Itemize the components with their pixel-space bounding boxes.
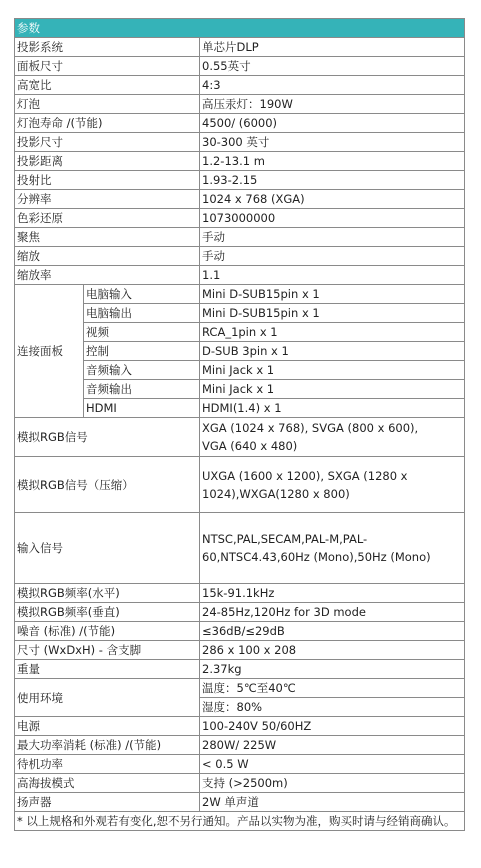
spec-label: 重量 xyxy=(15,660,200,679)
spec-label: 模拟RGB频率(垂直) xyxy=(15,603,200,622)
spec-label: 灯泡寿命 /(节能) xyxy=(15,114,200,133)
spec-value: 1024 x 768 (XGA) xyxy=(200,190,465,209)
connection-panel-label: 连接面板 xyxy=(15,285,84,418)
environment-humidity: 湿度：80% xyxy=(200,698,465,717)
spec-value: 1.2-13.1 m xyxy=(200,152,465,171)
table-row xyxy=(15,76,465,95)
spec-value: 2.37kg xyxy=(200,660,465,679)
connection-sub-label: HDMI xyxy=(84,399,200,418)
spec-value: 手动 xyxy=(200,228,465,247)
spec-table xyxy=(14,18,465,831)
spec-label: 尺寸 (WxDxH) - 含支脚 xyxy=(15,641,200,660)
table-row xyxy=(15,755,465,774)
spec-label: 缩放率 xyxy=(15,266,200,285)
spec-value-line: XGA (1024 x 768), SVGA (800 x 600), xyxy=(202,421,419,435)
connection-value: D-SUB 3pin x 1 xyxy=(200,342,465,361)
table-header: 参数 xyxy=(15,19,465,38)
connection-value: Mini D-SUB15pin x 1 xyxy=(200,304,465,323)
spec-value-line: NTSC,PAL,SECAM,PAL-M,PAL- xyxy=(202,532,368,546)
spec-value: 4:3 xyxy=(200,76,465,95)
spec-value: < 0.5 W xyxy=(200,755,465,774)
spec-label: 缩放 xyxy=(15,247,200,266)
table-row xyxy=(15,266,465,285)
spec-label: 色彩还原 xyxy=(15,209,200,228)
spec-value-line: UXGA (1600 x 1200), SXGA (1280 x xyxy=(202,468,408,483)
spec-value xyxy=(200,418,465,457)
spec-label: 分辨率 xyxy=(15,190,200,209)
spec-label: 最大功率消耗 (标准) /(节能) xyxy=(15,736,200,755)
spec-value: 286 x 100 x 208 xyxy=(200,641,465,660)
table-row xyxy=(15,736,465,755)
spec-value: 280W/ 225W xyxy=(200,736,465,755)
spec-label: 高海拔模式 xyxy=(15,774,200,793)
spec-label: 扬声器 xyxy=(15,793,200,812)
table-row xyxy=(15,603,465,622)
spec-value: 手动 xyxy=(200,247,465,266)
connection-sub-label: 电脑输出 xyxy=(84,304,200,323)
spec-value: 单芯片DLP xyxy=(200,38,465,57)
spec-label: 待机功率 xyxy=(15,755,200,774)
spec-value: 30-300 英寸 xyxy=(200,133,465,152)
table-row xyxy=(15,717,465,736)
table-row xyxy=(15,660,465,679)
connection-sub-label: 控制 xyxy=(84,342,200,361)
spec-value: ≤36dB/≤29dB xyxy=(200,622,465,641)
spec-label: 投影距离 xyxy=(15,152,200,171)
table-row xyxy=(15,171,465,190)
connection-sub-label: 音频输出 xyxy=(84,380,200,399)
note-row xyxy=(15,812,465,831)
spec-value-line: 60,NTSC4.43,60Hz (Mono),50Hz (Mono) xyxy=(202,550,431,564)
spec-label: 噪音 (标准) /(节能) xyxy=(15,622,200,641)
table-row xyxy=(15,774,465,793)
table-row xyxy=(15,584,465,603)
table-row xyxy=(15,133,465,152)
spec-value: 24-85Hz,120Hz for 3D mode xyxy=(200,603,465,622)
connection-value: HDMI(1.4) x 1 xyxy=(200,399,465,418)
environment-temperature: 温度：5℃至40℃ xyxy=(200,679,465,698)
connection-sub-label: 音频输入 xyxy=(84,361,200,380)
table-row xyxy=(15,95,465,114)
table-row xyxy=(15,285,465,304)
table-row xyxy=(15,418,465,457)
spec-value: 100-240V 50/60HZ xyxy=(200,717,465,736)
spec-label: 模拟RGB信号（压缩） xyxy=(15,457,200,513)
table-row xyxy=(15,190,465,209)
spec-sheet xyxy=(14,18,464,831)
disclaimer-note: * 以上规格和外观若有变化,恕不另行通知。产品以实物为准，购买时请与经销商确认。 xyxy=(15,812,465,831)
connection-value: Mini Jack x 1 xyxy=(200,361,465,380)
spec-value xyxy=(200,457,465,513)
spec-value: 高压汞灯：190W xyxy=(200,95,465,114)
spec-value: 1.1 xyxy=(200,266,465,285)
spec-label: 模拟RGB信号 xyxy=(15,418,200,457)
spec-label: 投射比 xyxy=(15,171,200,190)
spec-value: 15k-91.1kHz xyxy=(200,584,465,603)
connection-value: RCA_1pin x 1 xyxy=(200,323,465,342)
spec-label: 灯泡 xyxy=(15,95,200,114)
connection-sub-label: 视频 xyxy=(84,323,200,342)
table-row xyxy=(15,457,465,513)
table-row xyxy=(15,38,465,57)
spec-value: 1073000000 xyxy=(200,209,465,228)
table-row xyxy=(15,641,465,660)
spec-label: 输入信号 xyxy=(15,513,200,584)
spec-value: 4500/ (6000) xyxy=(200,114,465,133)
spec-value xyxy=(200,513,465,584)
spec-label: 高宽比 xyxy=(15,76,200,95)
spec-label: 投影系统 xyxy=(15,38,200,57)
table-row xyxy=(15,152,465,171)
spec-value-line: 1024),WXGA(1280 x 800) xyxy=(202,486,350,501)
spec-label: 聚焦 xyxy=(15,228,200,247)
connection-value: Mini Jack x 1 xyxy=(200,380,465,399)
spec-value: 0.55英寸 xyxy=(200,57,465,76)
table-row xyxy=(15,679,465,698)
table-header-row xyxy=(15,19,465,38)
spec-value-line: VGA (640 x 480) xyxy=(202,439,298,453)
table-row xyxy=(15,513,465,584)
spec-label: 面板尺寸 xyxy=(15,57,200,76)
environment-label: 使用环境 xyxy=(15,679,200,717)
table-row xyxy=(15,228,465,247)
connection-sub-label: 电脑输入 xyxy=(84,285,200,304)
spec-value: 1.93-2.15 xyxy=(200,171,465,190)
table-row xyxy=(15,793,465,812)
spec-value: 2W 单声道 xyxy=(200,793,465,812)
table-row xyxy=(15,114,465,133)
table-row xyxy=(15,622,465,641)
table-row xyxy=(15,247,465,266)
spec-label: 模拟RGB频率(水平) xyxy=(15,584,200,603)
spec-label: 投影尺寸 xyxy=(15,133,200,152)
spec-value: 支持 (>2500m) xyxy=(200,774,465,793)
table-row xyxy=(15,57,465,76)
spec-label: 电源 xyxy=(15,717,200,736)
table-row xyxy=(15,209,465,228)
connection-value: Mini D-SUB15pin x 1 xyxy=(200,285,465,304)
